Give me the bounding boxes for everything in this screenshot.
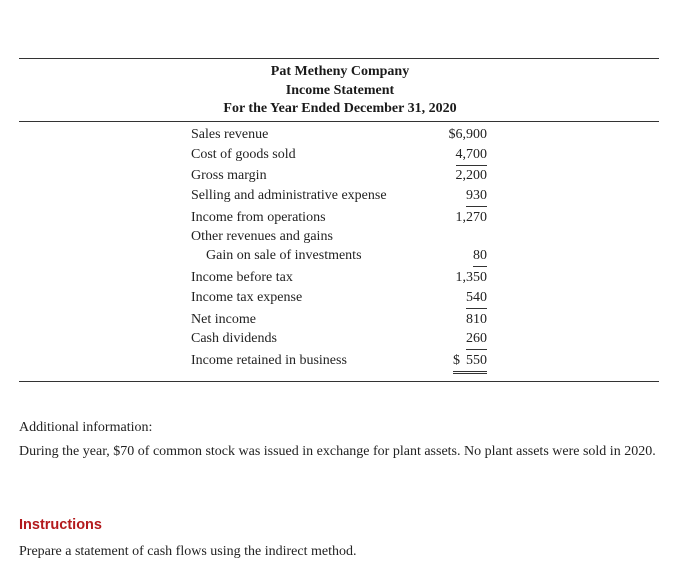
bottom-rule — [19, 381, 659, 382]
line-label-income-before-tax: Income before tax — [191, 270, 293, 285]
line-amount-income-from-operations: 1,270 — [455, 210, 487, 225]
line-amount-gain-on-sale: 80 — [473, 247, 487, 267]
line-label-income-tax-expense: Income tax expense — [191, 290, 303, 305]
currency-sign: $ — [453, 353, 460, 368]
line-amount-income-retained — [453, 352, 487, 374]
line-amount-gross-margin: 2,200 — [455, 168, 487, 183]
line-label-cash-dividends: Cash dividends — [191, 331, 277, 346]
additional-info-heading: Additional information: — [19, 420, 153, 435]
line-label-selling-admin-expense: Selling and administrative expense — [191, 188, 387, 203]
instructions-text: Prepare a statement of cash flows using the indirect method. — [19, 544, 357, 559]
instructions-heading: Instructions — [19, 517, 102, 533]
line-amount-income-tax-expense: 540 — [466, 289, 487, 309]
line-label-income-from-operations: Income from operations — [191, 210, 326, 225]
line-amount-net-income: 810 — [466, 312, 487, 327]
line-amount-cost-of-goods-sold: 4,700 — [456, 146, 488, 166]
line-label-sales-revenue: Sales revenue — [191, 127, 269, 142]
line-amount-income-before-tax: 1,350 — [455, 270, 487, 285]
line-label-income-retained: Income retained in business — [191, 353, 347, 368]
header-rule — [19, 121, 659, 122]
top-rule — [19, 58, 659, 59]
company-name: Pat Metheny Company — [270, 64, 410, 79]
statement-title: Income Statement — [285, 83, 395, 98]
statement-period: For the Year Ended December 31, 2020 — [223, 101, 457, 116]
line-label-gross-margin: Gross margin — [191, 168, 267, 183]
line-label-net-income: Net income — [191, 312, 256, 327]
line-label-cost-of-goods-sold: Cost of goods sold — [191, 147, 296, 162]
line-amount-sales-revenue: $6,900 — [448, 127, 487, 142]
line-label-other-revenues-gains: Other revenues and gains — [191, 229, 333, 244]
line-amount-cash-dividends: 260 — [466, 330, 487, 350]
additional-info-text: During the year, $70 of common stock was issued in exchange for plant assets. No plant assets were sold in 2020. — [19, 444, 656, 459]
line-label-gain-on-sale: Gain on sale of investments — [206, 248, 362, 263]
line-amount-selling-admin-expense: 930 — [466, 187, 487, 207]
income-retained-value: 550 — [466, 353, 487, 368]
